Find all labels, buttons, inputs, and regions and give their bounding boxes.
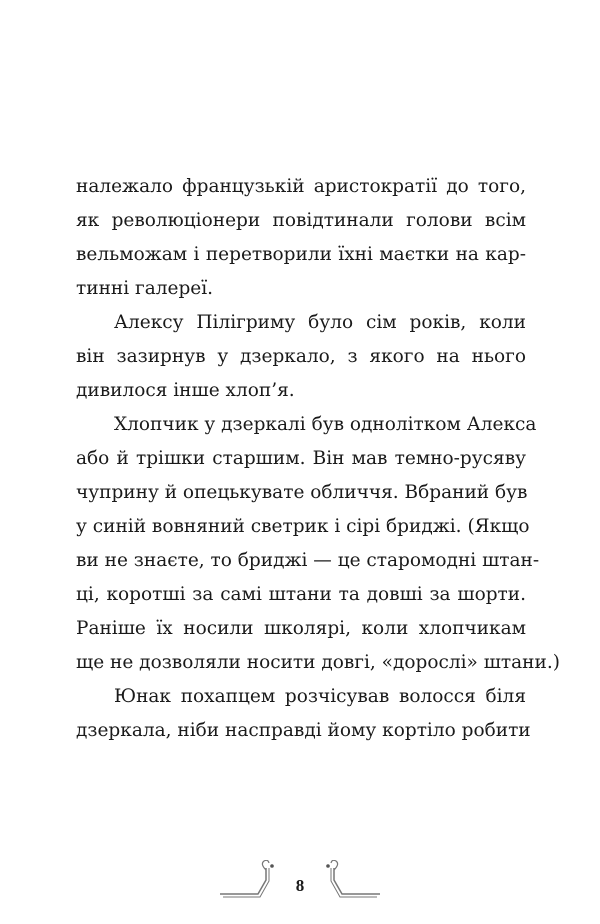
left-ornament-icon	[218, 860, 278, 900]
text-line: вельможам і перетворили їхні маєтки на кар-	[76, 244, 526, 265]
text-line: він зазирнув у дзеркало, з якого на нього	[76, 346, 526, 367]
page-body-text	[76, 170, 560, 748]
text-line: ще не дозволяли носити довгі, «дорослі» штани.)	[76, 652, 560, 673]
text-line: як революціонери повідтинали голови всім	[76, 210, 526, 231]
text-line: Алексу Пілігриму було сім років, коли	[114, 312, 526, 333]
text-line: чуприну й опецькувате обличчя. Вбраний був	[76, 482, 528, 503]
text-line: у синій вовняний светрик і сірі бриджі. (Якщо	[76, 516, 530, 537]
text-line: ви не знаєте, то бриджі — це старомодні штан-	[76, 550, 540, 571]
text-line: ці, коротші за самі штани та довші за шорти.	[76, 584, 526, 605]
text-line: дзеркала, ніби насправді йому кортіло робити	[76, 720, 531, 741]
text-line: або й трішки старшим. Він мав темно-русяву	[76, 448, 526, 469]
text-line: Раніше їх носили школярі, коли хлопчикам	[76, 618, 526, 639]
text-line: тинні галереї.	[76, 278, 214, 299]
page-number: 8	[295, 876, 305, 895]
page-footer	[0, 860, 600, 910]
right-ornament-icon	[322, 860, 382, 900]
text-line: Хлопчик у дзеркалі був однолітком Алекса	[114, 414, 537, 435]
text-line: дивилося інше хлоп’я.	[76, 380, 295, 401]
text-line: належало французькій аристократії до того,	[76, 176, 526, 197]
text-line: Юнак похапцем розчісував волосся біля	[114, 686, 526, 707]
